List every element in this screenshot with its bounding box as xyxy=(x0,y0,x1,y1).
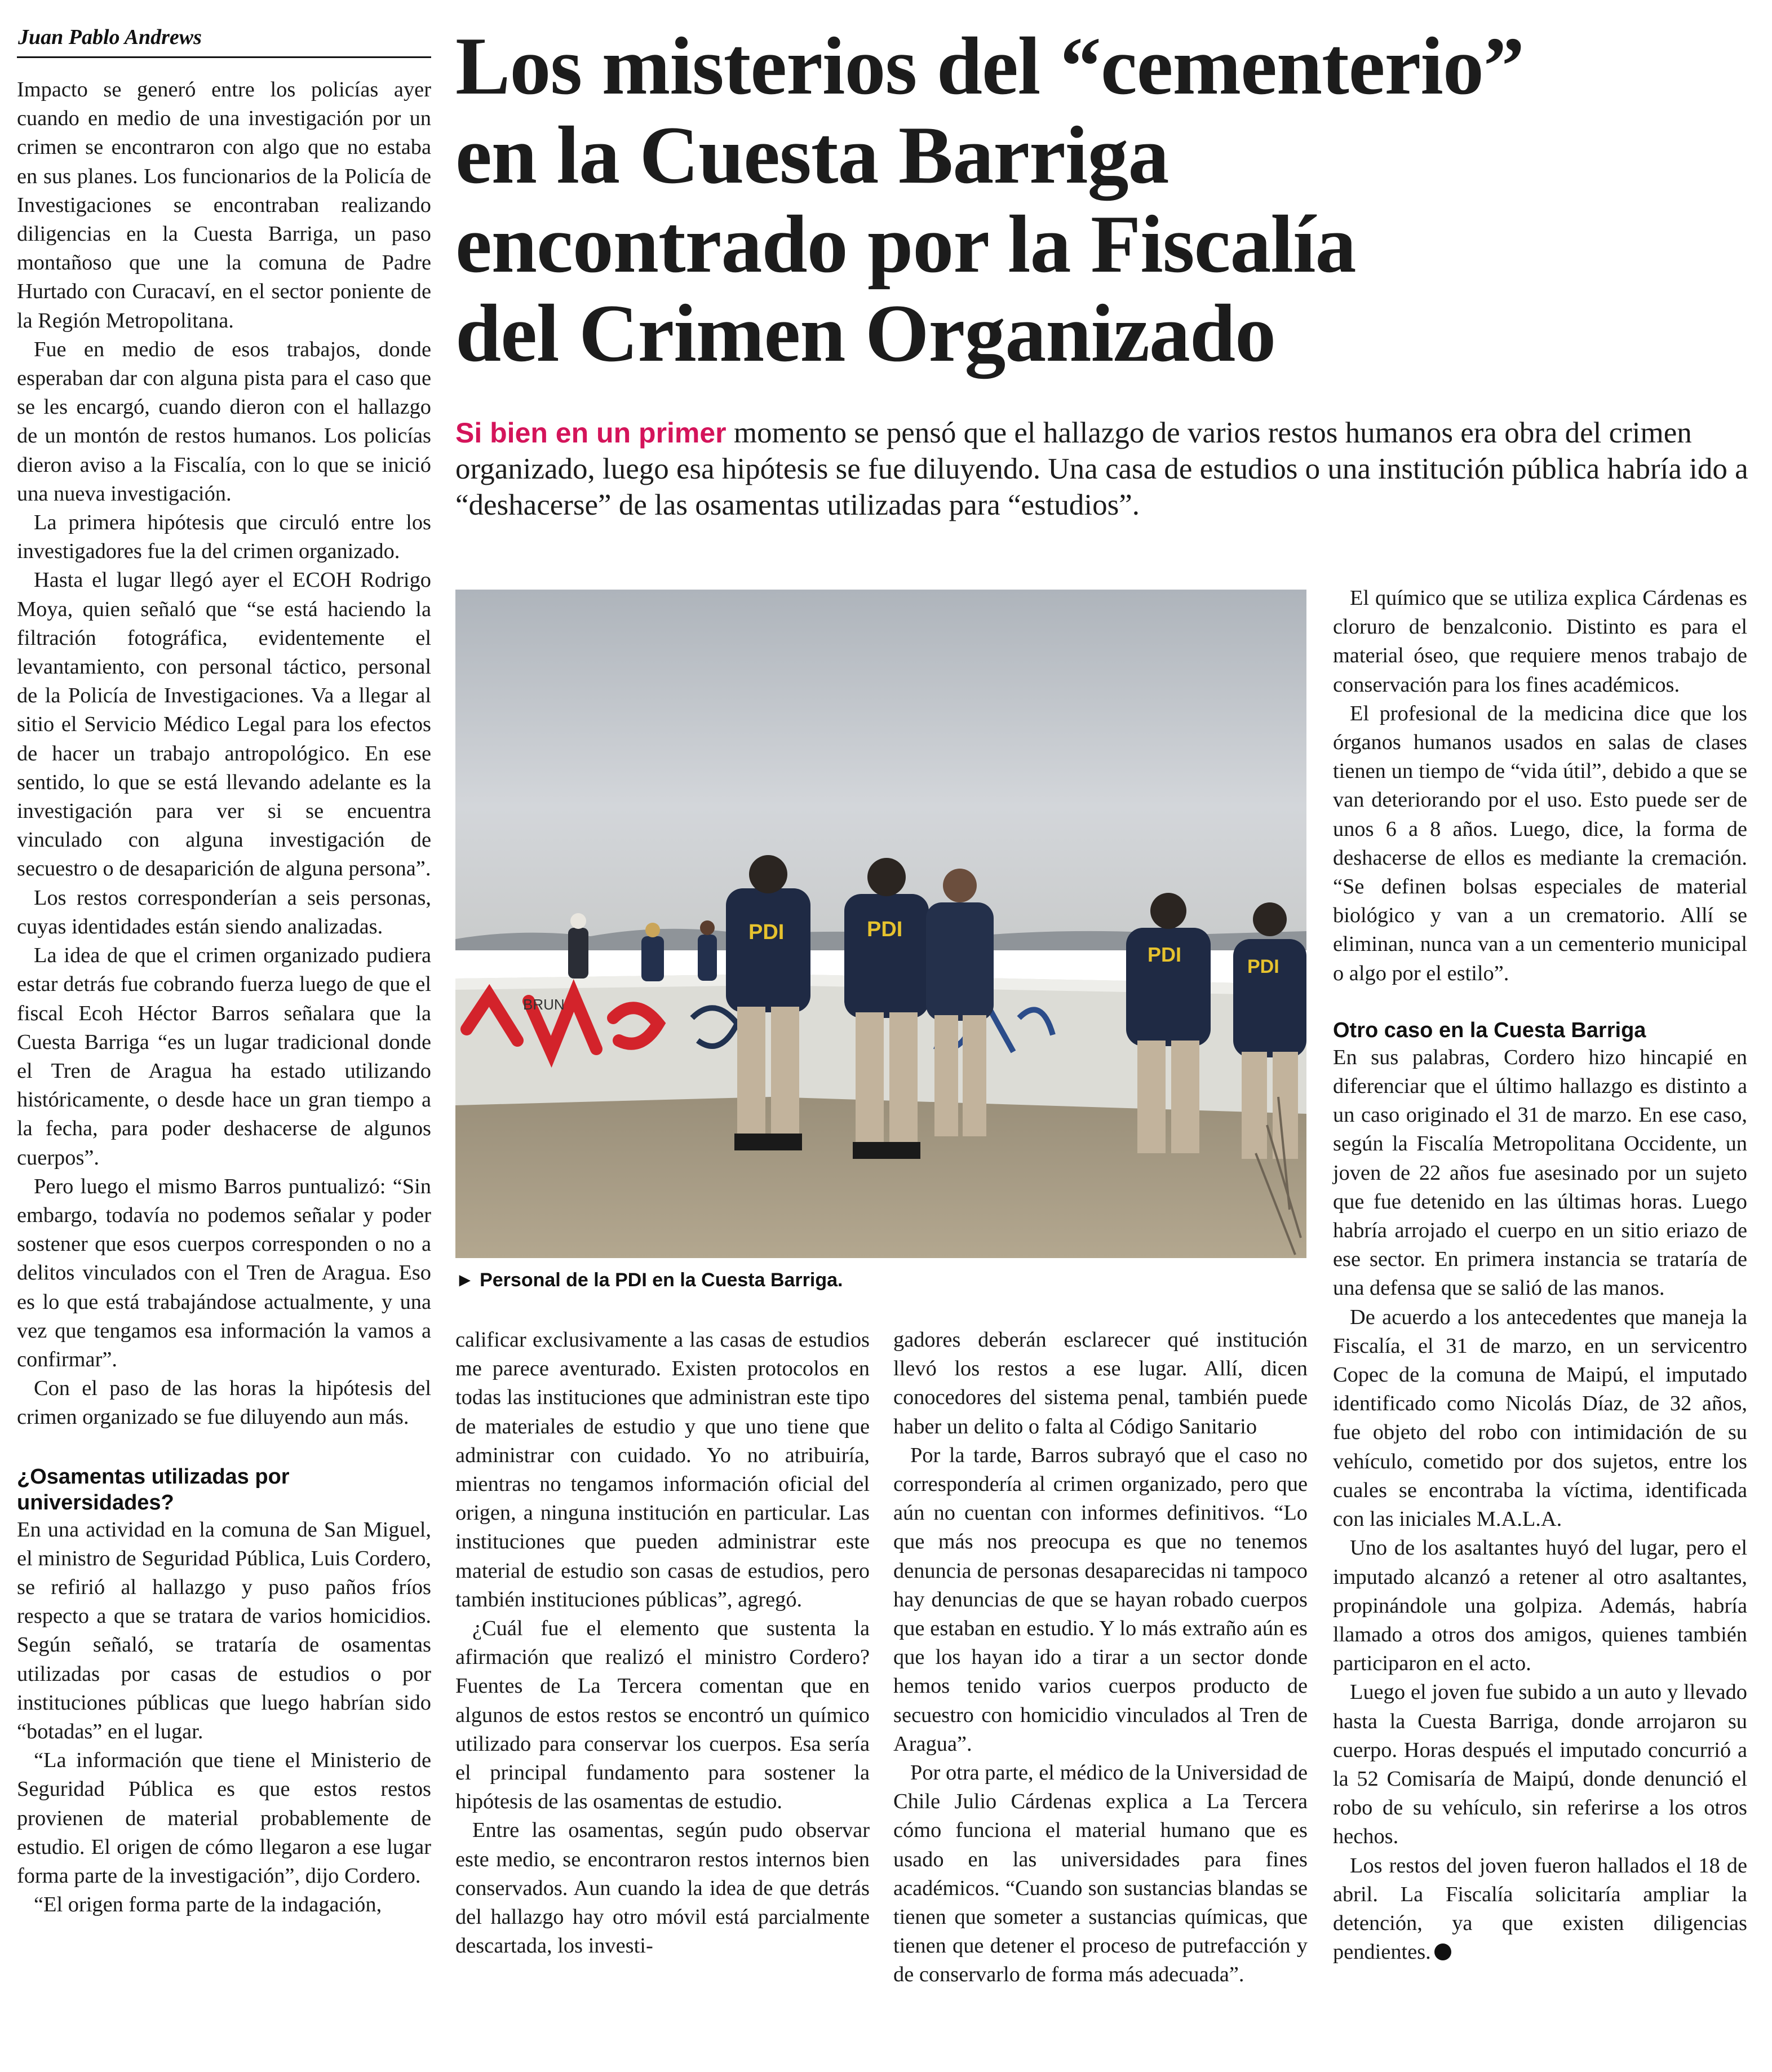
person-head xyxy=(700,920,715,935)
paragraph: El profesional de la medicina dice que los órganos humanos usados en salas de clases tienen un tiempo de “vida útil”, debido a que se van deteriorando por el uso. Esto puede ser de unos 6 a 8 años. Luego, dice, la forma de deshacerse de ellos es mediante la cremación. “Se definen bolsas especiales de material biológico y van a un crematorio. Allí se eliminan, nunca van a un cementerio municipal o algo por el estilo”. xyxy=(1333,701,1747,985)
byline-author: Juan Pablo Andrews xyxy=(18,25,202,49)
paragraph: Entre las osamentas, según pudo observar este medio, se encontraron restos internos bien conservados. Aun cuando la idea de que detrás del hallazgo hay otro móvil está parcialmente descartada, los investi- xyxy=(455,1818,870,1958)
svg-text:PDI: PDI xyxy=(867,918,903,941)
paragraph: “El origen forma parte de la indagación, xyxy=(34,1893,382,1917)
wall-text: BRUN xyxy=(523,996,565,1013)
paragraph: Impacto se generó entre los policías ayer cuando en medio de una investigación por un crimen se encontraron con algo que no estaba en sus planes. Los funcionarios de la Policía de Investigaciones se encontraban realizando diligencias en la Cuesta Barriga, un paso montañoso que une la comuna de Padre Hurtado con Curacaví, en el sector poniente de la Región Metropolitana. xyxy=(17,78,431,333)
paragraph: En sus palabras, Cordero hizo hincapié en diferenciar que el último hallazgo es distinto a un caso originado el 31 de marzo. En ese caso, según la Fiscalía Metropolitana Occidente, un joven de 22 años fue asesinado por un sujeto que fue detenido en las últimas horas. Luego habría arrojado el cuerpo en un sitio eriazo de ese sector. En primera instancia se trataría de una defensa que se salió de las manos. xyxy=(1333,1045,1747,1300)
paragraph: En una actividad en la comuna de San Miguel, el ministro de Seguridad Pública, Luis Cordero, se refirió al hallazgo y puso paños fríos respecto a que se tratara de varios homicidios. Según señaló, se trataría de osamentas utilizadas por casas de estudios o por instituciones públicas que luego habrían sido “botadas” en el lugar. xyxy=(17,1517,431,1743)
paragraph: Luego el joven fue subido a un auto y llevado hasta la Cuesta Barriga, donde arrojaron su cuerpo. Horas después el imputado concurrió a la 52 Comisaría de Maipú, donde denunció el robo de su vehículo, sin referirse a los otros hechos. xyxy=(1333,1680,1747,1849)
paragraph: La idea de que el crimen organizado pudiera estar detrás fue cobrando fuerza luego de que el fiscal Ecoh Héctor Barros señalara que la Cuesta Barriga “es un lugar tradicional donde el Tren de Aragua ha estado utilizando históricamente, o desde hace un gran tiempo a la fecha, para poder deshacerse de algunos cuerpos”. xyxy=(17,944,431,1170)
paragraph: gadores deberán esclarecer qué institución llevó los restos a ese lugar. Allí, dicen conocedores del sistema penal, también puede haber un delito o falta al Código Sanitario xyxy=(893,1328,1308,1438)
paragraph: Por la tarde, Barros subrayó que el caso no correspondería al crimen organizado, pero que aún no cuentan con informes definitivos. “Lo que más nos preocupa es que no tenemos denuncia de personas desaparecidas ni tampoco hay denuncias de que se hayan robado cuerpos que estaban en estudio. Y lo más extraño aún es que los hayan ido a tirar a un sector donde hemos tenido varios cuerpos producto de secuestro con homicidio vinculados al Tren de Aragua”. xyxy=(893,1443,1308,1756)
person-head xyxy=(570,913,586,929)
paragraph: Pero luego el mismo Barros puntualizó: “Sin embargo, todavía no podemos señalar y poder sostener que esos cuerpos corresponden o no a delitos vinculados con el Tren de Aragua. Eso es lo que está trabajándose actualmente, y una vez que tengamos esa información la vamos a confirmar”. xyxy=(17,1174,431,1371)
column-4 xyxy=(1333,584,1747,1967)
subhead: Otro caso en la Cuesta Barriga xyxy=(1333,1018,1646,1042)
photo-caption: ► Personal de la PDI en la Cuesta Barriga. xyxy=(455,1269,843,1291)
paragraph: calificar exclusivamente a las casas de estudios me parece aventurado. Existen protocolos en todas las instituciones que administran este tipo de materiales de estudio y que uno tiene que administrar con cuidado. Yo no atribuiría, mientras no tengamos información oficial del origen, a ninguna institución en particular. Las instituciones que pueden administrar este material de estudio son casas de estudios, pero también instituciones públicas”, agregó. xyxy=(455,1328,870,1611)
person-distant xyxy=(698,935,717,981)
paragraph: La primera hipótesis que circuló entre los investigadores fue la del crimen organizado. xyxy=(17,511,431,564)
headline-line: del Crimen Organizado xyxy=(455,287,1276,379)
column-3 xyxy=(893,1326,1308,1990)
paragraph: Uno de los asaltantes huyó del lugar, pero el imputado alcanzó a retener al otro asaltantes, propinándole una golpiza. Además, habría llamado a otros dos amigos, quienes también participaron en el acto. xyxy=(1333,1536,1747,1676)
svg-text:PDI: PDI xyxy=(1148,943,1182,966)
news-photo xyxy=(455,590,1306,1258)
deck xyxy=(455,415,1752,523)
headline-line: encontrado por la Fiscalía xyxy=(455,198,1356,290)
paragraph: El químico que se utiliza explica Cárdenas es cloruro de benzalconio. Distinto es para el material óseo, que requiere menos trabajo de conservación para los fines académicos. xyxy=(1333,586,1747,697)
person-head xyxy=(645,923,660,937)
headline xyxy=(455,21,1763,378)
end-mark-icon xyxy=(1434,1943,1451,1960)
paragraph: Hasta el lugar llegó ayer el ECOH Rodrigo Moya, quien señaló que “se está haciendo la filtración fotográfica, evidentemente el levantamiento, con personal táctico, personal de la Policía de Investigaciones. Va a llegar al sitio el Servicio Médico Legal para los efectos de hacer un trabajo antropológico. En ese sentido, lo que se está llevando adelante es la investigación para ver si se encuentra vinculado con alguna investigación de secuestro o de desaparición de alguna persona”. xyxy=(17,568,431,881)
paragraph-final xyxy=(1333,1852,1747,1967)
deck-lead: Si bien en un primer xyxy=(455,417,726,449)
svg-text:PDI: PDI xyxy=(748,920,785,944)
person-distant xyxy=(641,936,664,981)
subhead: ¿Osamentas utilizadas por universidades? xyxy=(17,1464,290,1515)
photo-illustration xyxy=(455,590,1306,1258)
paragraph: ¿Cuál fue el elemento que sustenta la afirmación que realizó el ministro Cordero? Fuentes de La Tercera comentan que en algunos de estos restos se encontró un químico utilizado para conservar los cuerpos. Esa sería el principal fundamento para sostener la hipótesis de las osamentas de estudio. xyxy=(455,1617,870,1814)
paragraph: Con el paso de las horas la hipótesis del crimen organizado se fue diluyendo aun más. xyxy=(17,1376,431,1429)
paragraph: Fue en medio de esos trabajos, donde esperaban dar con alguna pista para el caso que se les encargó, cuando dieron con el hallazgo de un montón de restos humanos. Los policías dieron aviso a la Fiscalía, con lo que se inició una nueva investigación. xyxy=(17,337,431,506)
paragraph: “La información que tiene el Ministerio de Seguridad Pública es que estos restos provienen de material probablemente de estudio. El origen de cómo llegaron a ese lugar forma parte de la investigación”, dijo Cordero. xyxy=(17,1748,431,1888)
deck-text: momento se pensó que el hallazgo de varios restos humanos era obra del crimen organizado, luego esa hipótesis se fue diluyendo. Una casa de estudios o una institución pública habría ido a “deshacerse” de las osamentas utilizadas para “estudios”. xyxy=(455,417,1748,521)
paragraph: De acuerdo a los antecedentes que maneja la Fiscalía, el 31 de marzo, en un servicentro Copec de la comuna de Maipú, el imputado identificado como Nicolás Díaz, de 32 años, fue objeto del robo con intimidación de su vehículo, cometido por dos sujetos, entre los cuales se encontraba la víctima, identificada con las iniciales M.A.L.A. xyxy=(1333,1305,1747,1531)
person-distant xyxy=(568,928,588,979)
headline-line: Los misterios del “cementerio” xyxy=(455,20,1524,112)
column-1 xyxy=(17,76,431,1919)
paragraph: Los restos del joven fueron hallados el 18 de abril. La Fiscalía solicitaría ampliar la detención, ya que existen diligencias pendientes. xyxy=(1333,1853,1747,1964)
headline-line: en la Cuesta Barriga xyxy=(455,109,1169,201)
svg-text:PDI: PDI xyxy=(1247,956,1279,977)
byline xyxy=(17,21,431,58)
column-2 xyxy=(455,1326,870,1960)
paragraph: Por otra parte, el médico de la Universidad de Chile Julio Cárdenas explica a La Tercera cómo funciona el material humano que es usado en las universidades para fines académicos. “Cuando son sustancias blandas se tienen que someter a sustancias químicas, que tienen que detener el proceso de putrefacción y de conservarlo de forma más adecuada”. xyxy=(893,1761,1308,1987)
paragraph: Los restos corresponderían a seis personas, cuyas identidades están siendo analizadas. xyxy=(17,886,431,938)
